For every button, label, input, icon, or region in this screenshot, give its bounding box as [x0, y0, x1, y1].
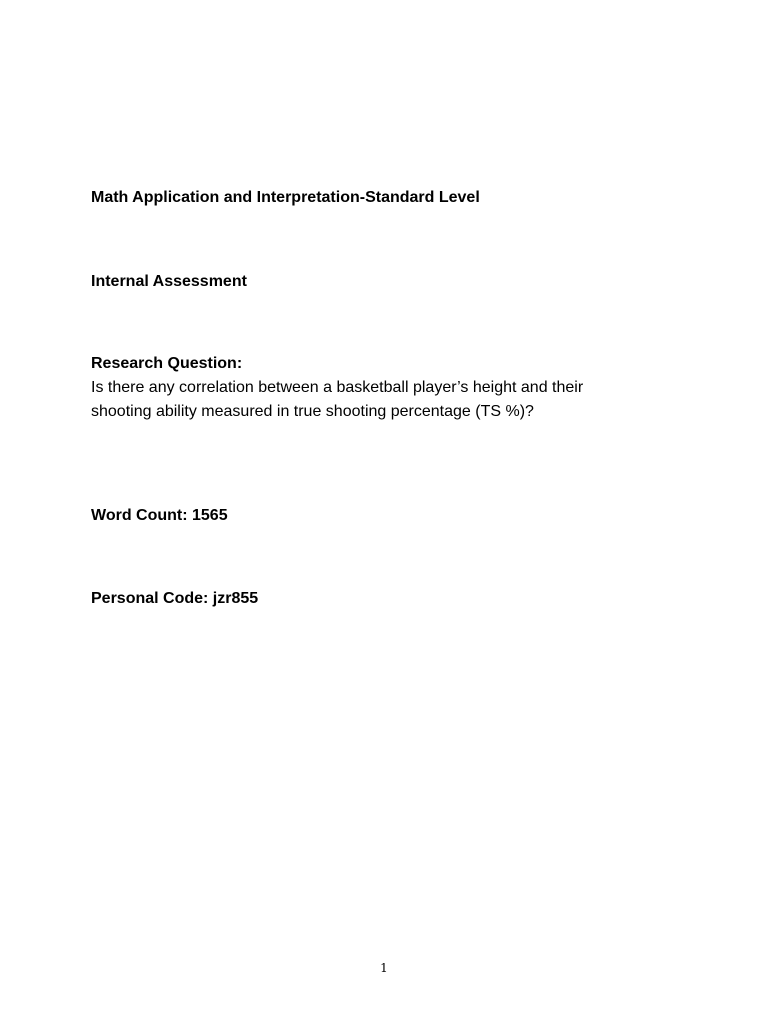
document-subtitle: Internal Assessment: [91, 273, 247, 290]
word-count: Word Count: 1565: [91, 507, 228, 524]
personal-code: Personal Code: jzr855: [91, 590, 259, 607]
research-question-heading: Research Question:: [91, 355, 243, 372]
document-title: Math Application and Interpretation-Standard Level: [91, 189, 480, 206]
research-question-line: Is there any correlation between a basketball player’s height and their: [91, 379, 584, 396]
page-number: 1: [380, 961, 388, 975]
research-question-text: [91, 376, 583, 424]
research-question-line: shooting ability measured in true shooting percentage (TS %)?: [91, 403, 534, 420]
